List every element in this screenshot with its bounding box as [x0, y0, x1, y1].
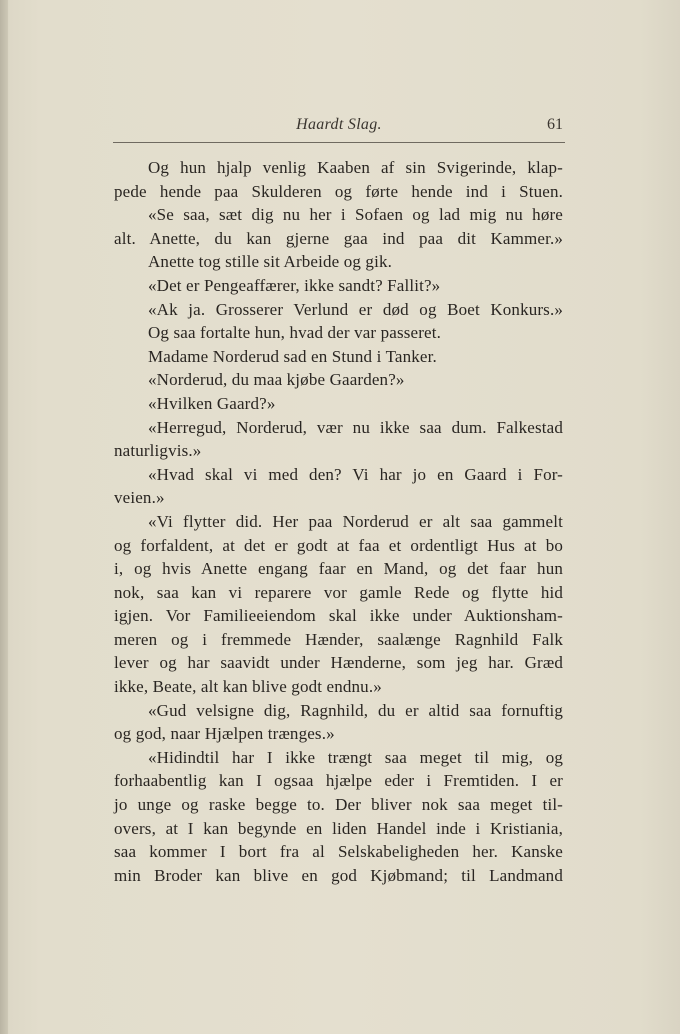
text-line: «Hvad skal vi med den? Vi har jo en Gaard i For-: [148, 464, 563, 484]
text-line: min Broder kan blive en god Kjøbmand; til Landmand: [114, 865, 563, 885]
text-line: meren og i fremmede Hænder, saalænge Ragnhild Falk: [114, 629, 563, 649]
page-header: [113, 112, 565, 143]
text-line: overs, at I kan begynde en liden Handel inde i Kristiania,: [114, 818, 563, 838]
text-line: «Ak ja. Grosserer Verlund er død og Boet Konkurs.»: [148, 299, 563, 319]
text-line: saa kommer I bort fra al Selskabeligheden her. Kanske: [114, 842, 563, 862]
text-line: igjen. Vor Familieeiendom skal ikke under Auktionsham-: [114, 606, 563, 626]
text-line: nok, saa kan vi reparere vor gamle Rede og flytte hid: [114, 582, 563, 602]
body-text: [114, 156, 563, 887]
text-line: Anette tog stille sit Arbeide og gik.: [148, 252, 392, 272]
text-line: «Norderud, du maa kjøbe Gaarden?»: [148, 370, 405, 390]
text-line: jo unge og raske begge to. Der bliver nok saa meget til-: [114, 795, 563, 815]
text-line: «Vi flytter did. Her paa Norderud er alt saa gammelt: [148, 511, 563, 531]
text-line: «Hidindtil har I ikke trængt saa meget til mig, og: [148, 747, 563, 767]
running-head: Haardt Slag.: [296, 116, 382, 133]
text-line: forhaabentlig kan I ogsaa hjælpe eder i Fremtiden. I er: [114, 771, 563, 791]
text-line: «Herregud, Norderud, vær nu ikke saa dum. Falkestad: [148, 417, 563, 437]
page-binding-edge: [0, 0, 8, 1034]
text-line: og god, naar Hjælpen trænges.»: [114, 724, 335, 744]
text-line: «Det er Pengeaffærer, ikke sandt? Fallit?»: [148, 275, 441, 295]
text-line: veien.»: [114, 488, 165, 508]
text-line: «Hvilken Gaard?»: [148, 393, 276, 413]
text-line: lever og har saavidt under Hænderne, som jeg har. Græd: [114, 653, 563, 673]
page-number: 61: [547, 116, 563, 133]
text-line: naturligvis.»: [114, 441, 202, 461]
text-line: i, og hvis Anette engang faar en Mand, og det faar hun: [114, 559, 563, 579]
text-line: Og saa fortalte hun, hvad der var passeret.: [148, 323, 441, 343]
text-line: «Se saa, sæt dig nu her i Sofaen og lad mig nu høre: [148, 205, 563, 225]
text-line: Madame Norderud sad en Stund i Tanker.: [148, 346, 437, 366]
text-line: pede hende paa Skulderen og førte hende ind i Stuen.: [114, 181, 563, 201]
text-line: «Gud velsigne dig, Ragnhild, du er altid saa fornuftig: [148, 700, 563, 720]
text-line: ikke, Beate, alt kan blive godt endnu.»: [114, 677, 382, 697]
text-line: alt. Anette, du kan gjerne gaa ind paa dit Kammer.»: [114, 228, 563, 248]
text-line: Og hun hjalp venlig Kaaben af sin Svigerinde, klap-: [148, 158, 563, 177]
text-line: og forfaldent, at det er godt at faa et ordentligt Hus at bo: [114, 535, 563, 555]
